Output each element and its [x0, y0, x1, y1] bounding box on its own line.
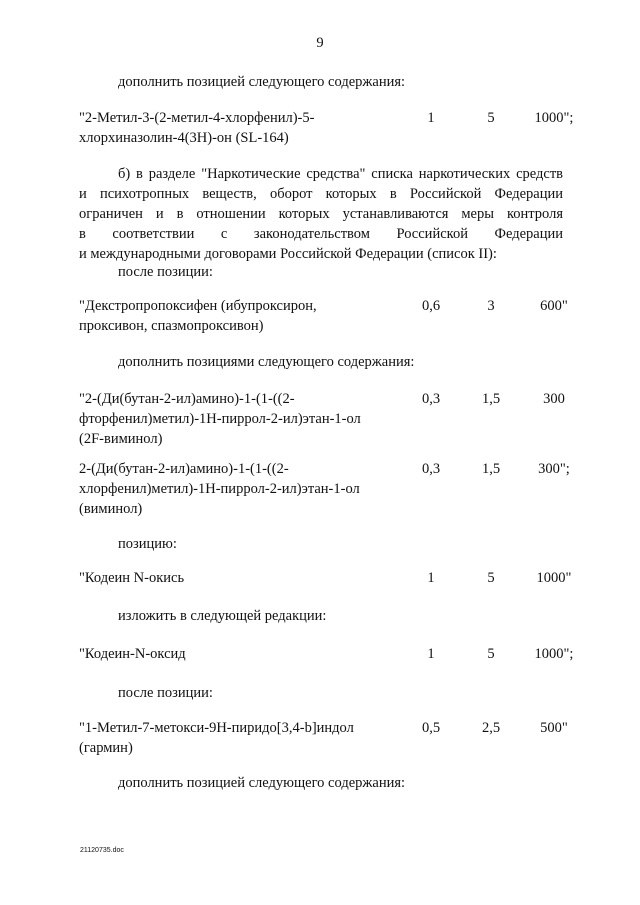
intro-text-2: дополнить позициями следующего содержания:: [118, 354, 415, 370]
intro-text-1: дополнить позицией следующего содержания:: [118, 74, 406, 90]
substance-name-line: хлорфенил)метил)-1Н-пиррол-2-ил)этан-1-ол: [79, 481, 360, 497]
after-position-label-2: после позиции:: [118, 685, 213, 701]
value-col-3: 600": [540, 298, 568, 314]
position-label: позицию:: [118, 536, 177, 552]
value-col-2: 1,5: [481, 461, 501, 477]
value-col-3: 300: [543, 391, 565, 407]
substance-name: [79, 296, 389, 336]
paragraph-line: б) в разделе "Наркотические средства" списка наркотических средств: [118, 166, 563, 182]
section-b-paragraph: [79, 164, 563, 264]
substance-name-line: 2-(Ди(бутан-2-ил)амино)-1-(1-((2-: [79, 461, 289, 477]
substance-name: [79, 389, 389, 449]
value-col-2: 5: [487, 570, 495, 586]
value-col-2: 1,5: [481, 391, 501, 407]
after-position-label-1: после позиции:: [118, 264, 213, 280]
paragraph-line: в соответствии с законодательством Российской Федерации: [79, 226, 563, 242]
substance-name: [79, 644, 389, 664]
paragraph-line: и международными договорами Российской Федерации (список II):: [79, 246, 497, 262]
substance-name: [79, 568, 389, 588]
value-col-1: 0,5: [421, 720, 441, 736]
substance-name-line: проксивон, спазмопроксивон): [79, 318, 264, 334]
substance-name-line: "1-Метил-7-метокси-9Н-пиридо[3,4-b]индол: [79, 720, 354, 736]
substance-name: [79, 459, 389, 519]
value-col-1: 0,3: [421, 461, 441, 477]
substance-name-line: "2-(Ди(бутан-2-ил)амино)-1-(1-((2-: [79, 391, 295, 407]
substance-name-line: "Декстропропоксифен (ибупроксирон,: [79, 298, 317, 314]
intro-text-3: дополнить позицией следующего содержания:: [118, 775, 406, 791]
value-col-2: 5: [487, 110, 495, 126]
substance-name-line: (гармин): [79, 740, 133, 756]
paragraph-line: и психотропных веществ, оборот которых в Российской Федерации: [79, 186, 563, 202]
substance-name-line: "Кодеин-N-оксид: [79, 646, 186, 662]
substance-name-line: хлорхиназолин-4(3Н)-он (SL-164): [79, 130, 289, 146]
page-number: 9: [316, 35, 324, 51]
value-col-3: 1000";: [534, 646, 574, 662]
value-col-1: 0,6: [421, 298, 441, 314]
substance-name-line: фторфенил)метил)-1Н-пиррол-2-ил)этан-1-ол: [79, 411, 361, 427]
value-col-3: 500": [540, 720, 568, 736]
substance-name-line: "Кодеин N-окись: [79, 570, 185, 586]
value-col-1: 0,3: [421, 391, 441, 407]
substance-name: [79, 718, 389, 758]
restate-label: изложить в следующей редакции:: [118, 608, 327, 624]
value-col-1: 1: [427, 646, 435, 662]
substance-name: [79, 108, 389, 148]
value-col-3: 1000";: [534, 110, 574, 126]
value-col-2: 5: [487, 646, 495, 662]
value-col-2: 2,5: [481, 720, 501, 736]
value-col-3: 1000": [536, 570, 572, 586]
value-col-3: 300";: [538, 461, 570, 477]
substance-name-line: (2F-виминол): [79, 431, 163, 447]
paragraph-line: ограничен и в отношении которых устанавливаются меры контроля: [79, 206, 563, 222]
value-col-1: 1: [427, 570, 435, 586]
value-col-1: 1: [427, 110, 435, 126]
substance-name-line: "2-Метил-3-(2-метил-4-хлорфенил)-5-: [79, 110, 315, 126]
substance-name-line: (виминол): [79, 501, 143, 517]
document-filename: 21120735.doc: [80, 847, 124, 854]
value-col-2: 3: [487, 298, 495, 314]
